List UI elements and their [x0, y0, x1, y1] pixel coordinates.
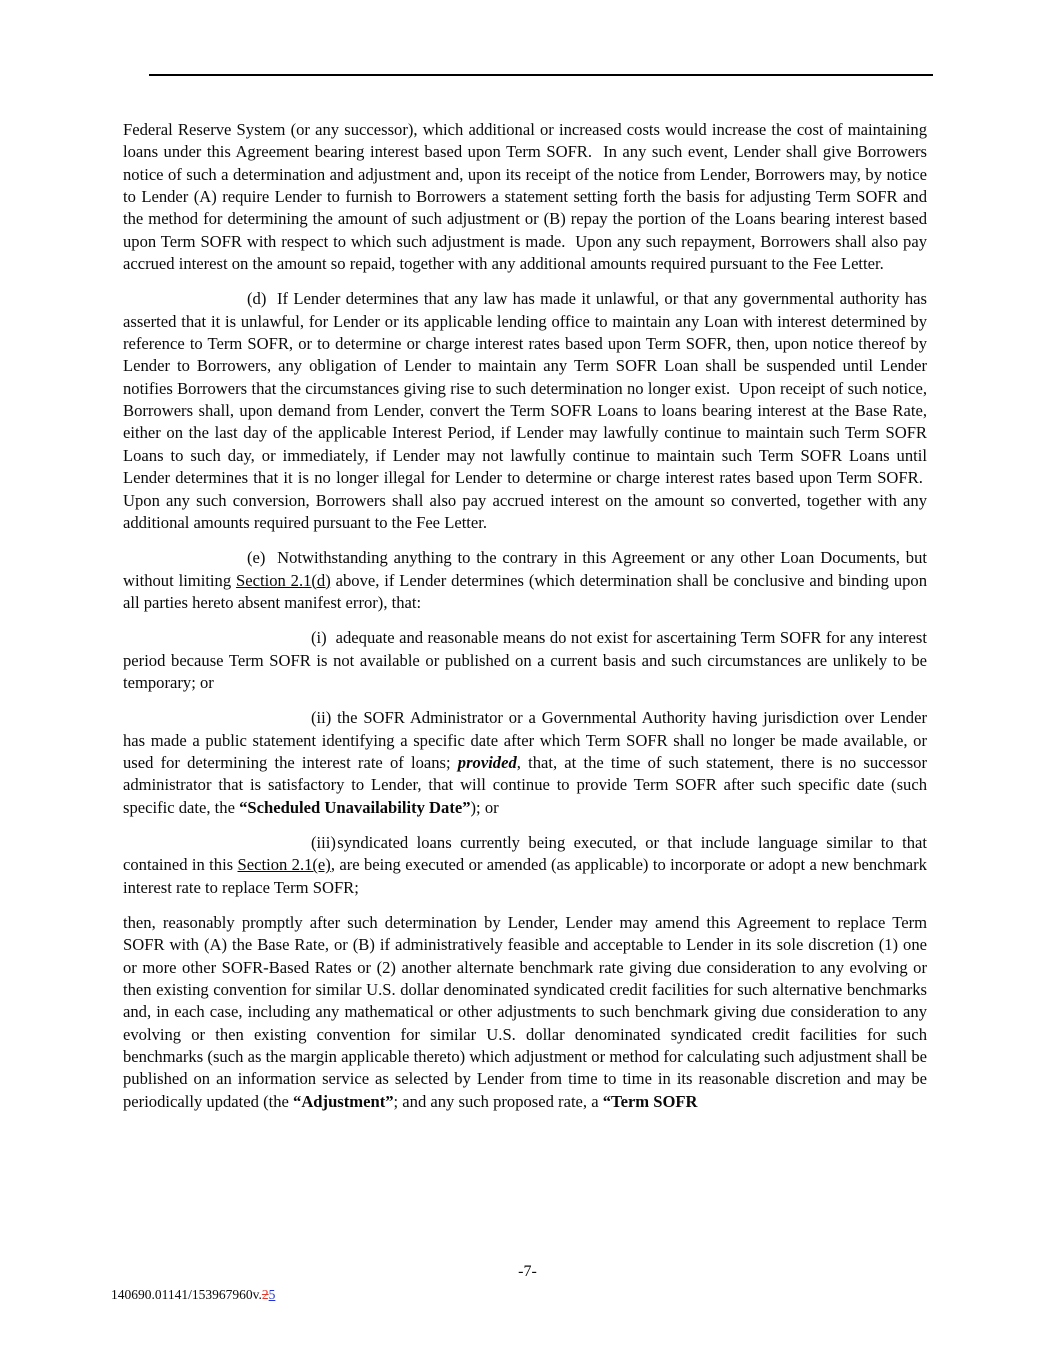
paragraph — [123, 547, 927, 614]
text-run-bold-italic: provided — [457, 752, 517, 772]
text-run-underline: Section 2.1(d) — [236, 570, 331, 590]
text-run-normal: ); or — [470, 797, 499, 817]
paragraph — [123, 832, 927, 899]
text-run-underline: Section 2.1(e) — [237, 855, 331, 875]
text-run-normal: (d) If Lender determines that any law has made it unlawful, or that any governmental authority has asserted that it is unlawful, for Lender or its applicable lending office to maintain any Loan with interest determined by reference to Term SOFR, or to determine or charge interest rates based upon Term SOFR, then, upon notice thereof by Lender to Borrowers, any obligation of Lender to maintain any Term SOFR Loan shall be suspended until Lender notifies Borrowers that the circumstances giving rise to such determination no longer exist. Upon receipt of such notice, Borrowers shall, upon demand from Lender, convert the Term SOFR Loans to loans bearing interest at the Base Rate, either on the last day of the applicable Interest Period, if Lender may lawfully continue to maintain such Term SOFR Loans to such day, or immediately, if Lender may not lawfully continue to maintain such Term SOFR Loans until Lender determines that it is no longer illegal for Lender to determine or charge interest rates based upon Term SOFR. Upon any such conversion, Borrowers shall also pay accrued interest on the amount so converted, together with any additional amounts required pursuant to the Fee Letter. — [123, 289, 927, 532]
text-run-normal: (iii) syndicated loans currently being executed, or that include language similar to that contained in this — [123, 832, 927, 875]
text-run-normal: then, reasonably promptly after such determination by Lender, Lender may amend this Agreement to replace Term SOFR with (A) the Base Rate, or (B) if administratively feasible and acceptable to Lender in its sole discretion (1) one or more other SOFR-Based Rates or (2) another alternate benchmark rate giving due consideration to any evolving or then existing convention for similar U.S. dollar denominated syndicated credit facilities for such alternative benchmarks and, in each case, including any mathematical or other adjustments to such benchmark giving due consideration to any evolving or then existing convention for similar U.S. dollar denominated syndicated credit facilities for such benchmarks (such as the margin applicable thereto) which adjustment or method for calculating such adjustment shall be published on an information service as selected by Lender from time to time in its reasonable discretion and may be periodically updated (the — [123, 913, 927, 1111]
header-divider — [149, 74, 933, 76]
text-run-normal: (e) Notwithstanding anything to the contrary in this Agreement or any other Loan Documents, but without limiting — [123, 548, 927, 590]
text-run-normal: ; and any such proposed rate, a — [393, 1091, 603, 1111]
document-id — [111, 1286, 275, 1303]
text-run-normal: , that, at the time of such statement, there is no successor administrator that is satisfactory to Lender, that will continue to provide Term SOFR after such specific date (such specific date, the — [123, 752, 927, 817]
paragraph — [123, 627, 927, 694]
document-id-deleted-text: 2 — [261, 1287, 269, 1302]
page-number: -7- — [518, 1263, 537, 1280]
document-id-inserted-text: 5 — [268, 1287, 276, 1302]
text-run-normal: Federal Reserve System (or any successor), which additional or increased costs would increase the cost of maintaining loans under this Agreement bearing interest based upon Term SOFR. In any such event, Lender shall give Borrowers notice of such a determination and adjustment and, upon its receipt of the notice from Lender, Borrowers may, by notice to Lender (A) require Lender to furnish to Borrowers a statement setting forth the basis for adjusting Term SOFR and the method for determining the amount of such adjustment or (B) repay the portion of the Loans bearing interest based upon Term SOFR with respect to which such adjustment is made. Upon any such repayment, Borrowers shall also pay accrued interest on the amount so repaid, together with any additional amounts required pursuant to the Fee Letter. — [123, 120, 927, 274]
text-run-normal: (ii) the SOFR Administrator or a Governmental Authority having jurisdiction over Lender has made a public statement identifying a specific date after which Term SOFR shall no longer be made available, or used for determining the interest rate of loans; — [123, 708, 927, 772]
text-run-bold: “Scheduled Unavailability Date” — [239, 797, 471, 817]
document-body — [123, 119, 927, 1113]
text-run-bold: “Adjustment” — [293, 1091, 394, 1111]
paragraph — [123, 707, 927, 819]
paragraph — [123, 288, 927, 534]
text-run-bold: “Term SOFR — [602, 1091, 698, 1111]
text-run-normal: , are being executed or amended (as applicable) to incorporate or adopt a new benchmark interest rate to replace Term SOFR; — [123, 855, 927, 897]
paragraph — [123, 912, 927, 1113]
paragraph — [123, 119, 927, 275]
text-run-normal: (i) adequate and reasonable means do not exist for ascertaining Term SOFR for any interest period because Term SOFR is not available or published on a current basis and such circumstances are unlikely to be temporary; or — [123, 628, 927, 692]
text-run-normal: above, if Lender determines (which determination shall be conclusive and binding upon all parties hereto absent manifest error), that: — [123, 570, 928, 612]
document-id-prefix: 140690.01141/153967960v. — [111, 1287, 262, 1302]
